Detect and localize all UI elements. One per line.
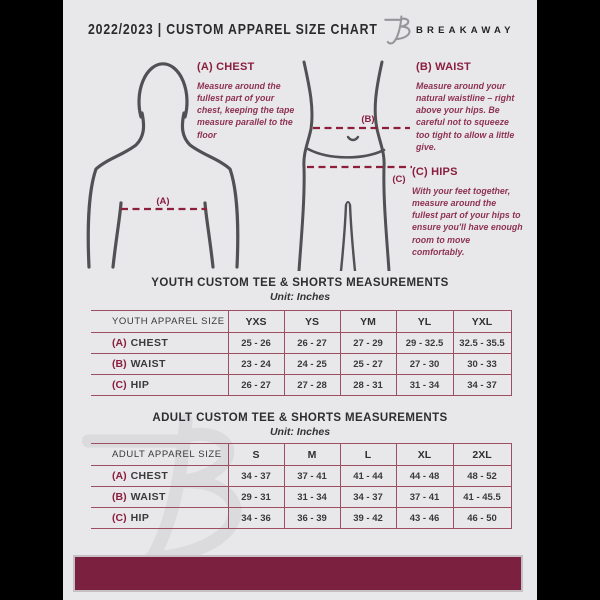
footer-accent-band [73, 555, 523, 592]
youth-section-title: YOUTH CUSTOM TEE & SHORTS MEASUREMENTS [151, 277, 449, 289]
adult-unit-label: Unit: Inches [269, 426, 331, 438]
adult-chest-xl: 44 - 48 [396, 466, 453, 487]
adult-hip-m: 36 - 39 [284, 508, 340, 529]
adult-waist-l: 34 - 37 [340, 487, 396, 508]
adult-size-table [91, 443, 512, 529]
flyer-page [63, 0, 537, 600]
youth-hip-label: (C) HIP [91, 375, 228, 396]
youth-size-yxl: YXL [453, 311, 511, 333]
adult-chest-s: 34 - 37 [228, 466, 284, 487]
adult-hip-2xl: 46 - 50 [453, 508, 511, 529]
youth-chest-yxs: 25 - 26 [228, 333, 284, 354]
adult-hip-label: (C) HIP [91, 508, 228, 529]
youth-waist-yxs: 23 - 24 [228, 354, 284, 375]
adult-chest-2xl: 48 - 52 [453, 466, 511, 487]
youth-waist-yxl: 30 - 33 [453, 354, 511, 375]
hips-guide [412, 166, 524, 258]
adult-waist-key: (B) [112, 491, 127, 503]
adult-hip-row [91, 508, 511, 529]
youth-chest-yxl: 32.5 - 35.5 [453, 333, 511, 354]
youth-waist-yl: 27 - 30 [396, 354, 453, 375]
youth-hip-ym: 28 - 31 [340, 375, 396, 396]
youth-unit-label: Unit: Inches [269, 291, 331, 303]
chest-guide-text: Measure around the fullest part of your chest, keeping the tape measure parallel to the floor [197, 81, 295, 140]
youth-size-yl: YL [396, 311, 453, 333]
youth-waist-ys: 24 - 25 [284, 354, 340, 375]
hips-guide-heading: (C) HIPS [412, 166, 458, 178]
adult-hip-key: (C) [112, 512, 127, 524]
adult-waist-row [91, 487, 511, 508]
youth-chest-yl: 29 - 32.5 [396, 333, 453, 354]
waist-guide-text: Measure around your natural waistline – right above your hips. Be careful not to squeeze too tight to allow a little give. [416, 81, 515, 152]
youth-size-ym: YM [340, 311, 396, 333]
adult-size-xl: XL [396, 444, 453, 466]
breakaway-logo-icon [383, 13, 413, 47]
adult-waist-label: (B) WAIST [91, 487, 228, 508]
youth-header-row [91, 311, 511, 333]
youth-chest-ys: 26 - 27 [284, 333, 340, 354]
waist-guide-heading: (B) WAIST [416, 61, 471, 73]
brand-name: BREAKAWAY [416, 25, 515, 36]
adult-chest-m: 37 - 41 [284, 466, 340, 487]
adult-chest-l: 41 - 44 [340, 466, 396, 487]
adult-section-title: ADULT CUSTOM TEE & SHORTS MEASUREMENTS [152, 412, 448, 424]
adult-chest-row [91, 466, 511, 487]
waist-guide [416, 61, 520, 153]
adult-size-l: L [340, 444, 396, 466]
youth-waist-key: (B) [112, 358, 127, 370]
hips-guide-text: With your feet together, measure around the fullest part of your hips to ensure you'll have enough room to move comfortably. [412, 186, 523, 257]
youth-chest-ym: 27 - 29 [340, 333, 396, 354]
chest-guide [197, 61, 301, 141]
adult-size-2xl: 2XL [453, 444, 511, 466]
waist-line-marker: (B) [361, 114, 375, 125]
youth-chest-row [91, 333, 511, 354]
adult-waist-s: 29 - 31 [228, 487, 284, 508]
adult-hip-l: 39 - 42 [340, 508, 396, 529]
adult-size-col-header: ADULT APPAREL SIZE [91, 444, 228, 466]
youth-waist-row [91, 354, 511, 375]
adult-waist-m: 31 - 34 [284, 487, 340, 508]
adult-size-s: S [228, 444, 284, 466]
youth-size-table [91, 310, 512, 396]
youth-chest-key: (A) [112, 337, 127, 349]
waist-hip-measurement-figure [287, 57, 427, 271]
youth-size-col-header: YOUTH APPAREL SIZE [91, 311, 228, 333]
youth-size-yxs: YXS [228, 311, 284, 333]
youth-size-ys: YS [284, 311, 340, 333]
adult-header-row [91, 444, 511, 466]
adult-waist-xl: 37 - 41 [396, 487, 453, 508]
adult-hip-xl: 43 - 46 [396, 508, 453, 529]
chest-guide-heading: (A) CHEST [197, 61, 255, 73]
adult-chest-key: (A) [112, 470, 127, 482]
adult-size-m: M [284, 444, 340, 466]
page-title: 2022/2023 | CUSTOM APPAREL SIZE CHART [88, 21, 378, 38]
hip-line-marker: (C) [392, 174, 406, 185]
youth-hip-yxs: 26 - 27 [228, 375, 284, 396]
adult-waist-2xl: 41 - 45.5 [453, 487, 511, 508]
youth-waist-label: (B) WAIST [91, 354, 228, 375]
youth-hip-yxl: 34 - 37 [453, 375, 511, 396]
youth-hip-key: (C) [112, 379, 127, 391]
chest-line-marker: (A) [156, 196, 170, 207]
youth-hip-ys: 27 - 28 [284, 375, 340, 396]
adult-chest-label: (A) CHEST [91, 466, 228, 487]
adult-hip-s: 34 - 36 [228, 508, 284, 529]
youth-hip-yl: 31 - 34 [396, 375, 453, 396]
youth-waist-ym: 25 - 27 [340, 354, 396, 375]
youth-chest-label: (A) CHEST [91, 333, 228, 354]
youth-hip-row [91, 375, 511, 396]
